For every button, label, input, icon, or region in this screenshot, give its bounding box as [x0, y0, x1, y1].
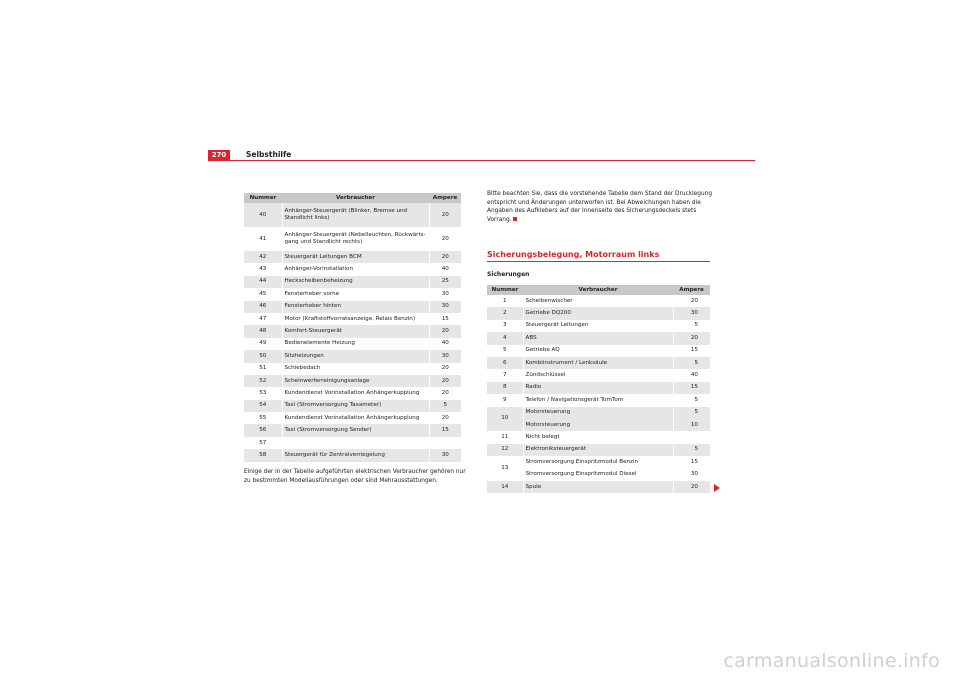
fuse-ampere: 5 — [673, 357, 710, 369]
fuse-number: 7 — [502, 372, 507, 379]
table-row — [244, 263, 461, 275]
col-header-number: Nummer — [244, 193, 282, 203]
fuse-number: 9 — [502, 396, 507, 403]
fuse-consumer: Motor (Kraftstoffvorratsanzeige, Relais Benzin) — [282, 313, 429, 325]
fuse-ampere: 15 — [673, 345, 710, 357]
fuse-number: 53 — [259, 389, 267, 396]
fuse-ampere: 15 — [673, 456, 710, 468]
fuse-consumer — [282, 437, 429, 449]
fuse-ampere: 15 — [673, 382, 710, 394]
fuse-consumer: Stromversorgung Einspritzmodul Diesel — [523, 468, 673, 480]
table-row — [487, 481, 710, 493]
table-row — [244, 276, 461, 288]
fuse-consumer: Spule — [523, 481, 673, 493]
table-row — [244, 251, 461, 263]
table-row — [244, 350, 461, 362]
fuse-ampere: 20 — [673, 295, 710, 307]
fuse-ampere: 30 — [673, 468, 710, 480]
fuse-ampere: 30 — [429, 301, 461, 313]
fuse-ampere: 10 — [673, 419, 710, 431]
header-rule — [208, 160, 755, 161]
fuse-number: 1 — [502, 297, 507, 304]
fuse-ampere: 20 — [429, 325, 461, 337]
fuse-number: 54 — [244, 400, 282, 412]
fuse-consumer: Steuergerät Leitungen — [523, 320, 673, 332]
col-header-ampere: Ampere — [429, 193, 461, 203]
fuse-ampere: 20 — [429, 375, 461, 387]
fuse-consumer: ABS — [523, 332, 673, 344]
fuse-consumer: Taxi (Stromversorgung Taxameter) — [282, 400, 429, 412]
fuse-number: 58 — [244, 449, 282, 461]
fuse-consumer: Bedienelemente Heizung — [282, 338, 429, 350]
note-table-validity-text: Bitte beachten Sie, dass die vorstehende Tabelle dem Stand der Drucklegung entspricht und Änderungen unterworfen ist. Bei Abweichungen haben die Angaben des Aufklebers auf der Innenseite des Sicherungsdeckels stets Vorrang. — [487, 191, 713, 223]
table-row — [244, 363, 461, 375]
fuse-consumer: Kundendienst Vorinstallation Anhängerkupplung — [282, 387, 429, 399]
fuse-ampere: 30 — [673, 307, 710, 319]
fuse-table-engine-left — [487, 285, 710, 493]
fuse-consumer: Taxi (Stromversorgung Sender) — [282, 424, 429, 436]
fuse-consumer: Anhänger-Steuergerät (Nebelleuchten, Rückwärts-gang und Standlicht rechts) — [282, 227, 429, 251]
fuse-number: 44 — [244, 276, 282, 288]
fuse-ampere: 20 — [429, 412, 461, 424]
fuse-ampere: 20 — [429, 251, 461, 263]
fuse-consumer: Komfort-Steuergerät — [282, 325, 429, 337]
fuse-consumer: Stromversorgung Einspritzmodul Benzin — [523, 456, 673, 468]
fuse-number: 2 — [487, 307, 523, 319]
fuse-consumer: Getriebe DQ200 — [523, 307, 673, 319]
table-row — [244, 288, 461, 300]
table-row — [244, 449, 461, 461]
fuse-number: 8 — [487, 382, 523, 394]
table-row — [487, 444, 710, 456]
table-row — [487, 407, 710, 419]
fuse-ampere — [673, 431, 710, 443]
table-row — [487, 431, 710, 443]
continue-arrow-icon — [714, 484, 720, 492]
page-header — [208, 150, 755, 164]
fuse-number: 43 — [259, 266, 267, 273]
section-rule — [487, 261, 710, 262]
table-row — [487, 307, 710, 319]
fuse-ampere: 20 — [429, 363, 461, 375]
fuse-consumer: Kombiinstrument / Lenksäule — [523, 357, 673, 369]
fuse-ampere: 40 — [429, 338, 461, 350]
table-row — [487, 357, 710, 369]
fuse-number: 41 — [259, 235, 267, 242]
fuse-ampere: 5 — [429, 400, 461, 412]
fuse-table-continued — [244, 193, 461, 462]
fuse-consumer: Motorsteuerung — [523, 407, 673, 419]
table-row — [244, 203, 461, 227]
fuse-number: 52 — [244, 375, 282, 387]
fuse-ampere: 40 — [429, 263, 461, 275]
table-row — [487, 320, 710, 332]
fuse-ampere: 30 — [429, 350, 461, 362]
fuse-number: 48 — [244, 325, 282, 337]
fuse-ampere: 5 — [673, 320, 710, 332]
fuse-number: 57 — [259, 439, 267, 446]
fuse-consumer: Zündschlüssel — [523, 369, 673, 381]
fuse-number: 46 — [244, 301, 282, 313]
table-row — [244, 313, 461, 325]
table-row — [244, 338, 461, 350]
fuse-consumer: Fensterheber hinten — [282, 301, 429, 313]
fuse-consumer: Kundendienst Vorinstallation Anhängerkupplung — [282, 412, 429, 424]
table-row — [487, 295, 710, 307]
table-row — [244, 301, 461, 313]
table-row — [244, 375, 461, 387]
table-row — [487, 369, 710, 381]
fuse-ampere: 25 — [429, 276, 461, 288]
fuse-ampere: 30 — [429, 449, 461, 461]
fuse-consumer: Telefon / Navigationsgerät TomTom — [523, 394, 673, 406]
fuse-consumer: Scheinwerferreinigungsanlage — [282, 375, 429, 387]
fuse-ampere: 30 — [429, 288, 461, 300]
table-row — [487, 394, 710, 406]
table-row — [244, 437, 461, 449]
fuse-number: 4 — [487, 332, 523, 344]
fuse-number: 5 — [502, 347, 507, 354]
col-header-consumer: Verbraucher — [523, 285, 673, 295]
fuse-consumer: Anhänger-Steuergerät (Blinker, Bremse und Standlicht links) — [282, 203, 429, 227]
fuse-ampere: 20 — [673, 481, 710, 493]
fuse-number: 6 — [487, 357, 523, 369]
fuse-consumer: Getriebe AQ — [523, 345, 673, 357]
fuse-consumer: Heckscheibenbeheizung — [282, 276, 429, 288]
fuse-number: 45 — [259, 290, 267, 297]
fuse-ampere: 5 — [673, 407, 710, 419]
fuse-number: 49 — [259, 340, 267, 347]
table-row — [244, 400, 461, 412]
table-row — [244, 412, 461, 424]
subheading-fuses: Sicherungen — [487, 271, 530, 278]
fuse-ampere: 15 — [429, 424, 461, 436]
fuse-ampere: 5 — [673, 394, 710, 406]
fuse-consumer: Schiebedach — [282, 363, 429, 375]
fuse-consumer: Scheibenwischer — [523, 295, 673, 307]
fuse-number: 51 — [259, 365, 267, 372]
fuse-number: 14 — [487, 481, 523, 493]
table-row — [487, 456, 710, 468]
fuse-ampere — [429, 437, 461, 449]
table-row — [487, 382, 710, 394]
fuse-number: 40 — [244, 203, 282, 227]
note-table-validity — [487, 190, 719, 224]
col-header-number: Nummer — [487, 285, 523, 295]
table-row — [244, 227, 461, 251]
fuse-consumer: Motorsteuerung — [523, 419, 673, 431]
fuse-consumer: Anhänger-Vorinstallation — [282, 263, 429, 275]
fuse-number: 11 — [501, 433, 509, 440]
fuse-number: 13 — [501, 464, 509, 471]
fuse-number: 3 — [502, 322, 507, 329]
fuse-ampere: 20 — [673, 332, 710, 344]
fuse-number: 55 — [259, 414, 267, 421]
fuse-number: 10 — [487, 407, 523, 432]
col-header-consumer: Verbraucher — [282, 193, 429, 203]
fuse-number: 50 — [244, 350, 282, 362]
fuse-ampere: 15 — [429, 313, 461, 325]
table-row — [487, 332, 710, 344]
fuse-number: 56 — [244, 424, 282, 436]
fuse-consumer: Fensterheber vorne — [282, 288, 429, 300]
fuse-consumer: Sitzheizungen — [282, 350, 429, 362]
col-header-ampere: Ampere — [673, 285, 710, 295]
table-row — [487, 345, 710, 357]
fuse-consumer: Nicht belegt — [523, 431, 673, 443]
page-number: 270 — [208, 150, 230, 160]
fuse-ampere: 20 — [429, 203, 461, 227]
fuse-ampere: 20 — [429, 227, 461, 251]
watermark: carmanualsonline.info — [723, 650, 940, 672]
table-row — [244, 424, 461, 436]
fuse-consumer: Elektroniksteuergerät — [523, 444, 673, 456]
section-title: Sicherungsbelegung, Motorraum links — [487, 250, 660, 259]
fuse-number: 47 — [259, 315, 267, 322]
end-of-section-icon — [513, 217, 517, 221]
note-optional-equipment: Einige der in der Tabelle aufgeführten elektrischen Verbraucher gehören nur zu bestimmten Modellausführungen oder sind Mehrausstattungen. — [244, 469, 466, 484]
fuse-consumer: Steuergerät für Zentralverriegelung — [282, 449, 429, 461]
fuse-ampere: 5 — [673, 444, 710, 456]
table-row — [244, 325, 461, 337]
fuse-number: 42 — [244, 251, 282, 263]
fuse-consumer: Radio — [523, 382, 673, 394]
fuse-ampere: 40 — [673, 369, 710, 381]
fuse-ampere: 20 — [429, 387, 461, 399]
fuse-number: 12 — [487, 444, 523, 456]
fuse-consumer: Steuergerät Leitungen BCM — [282, 251, 429, 263]
table-row — [244, 387, 461, 399]
page-title: Selbsthilfe — [246, 150, 292, 159]
